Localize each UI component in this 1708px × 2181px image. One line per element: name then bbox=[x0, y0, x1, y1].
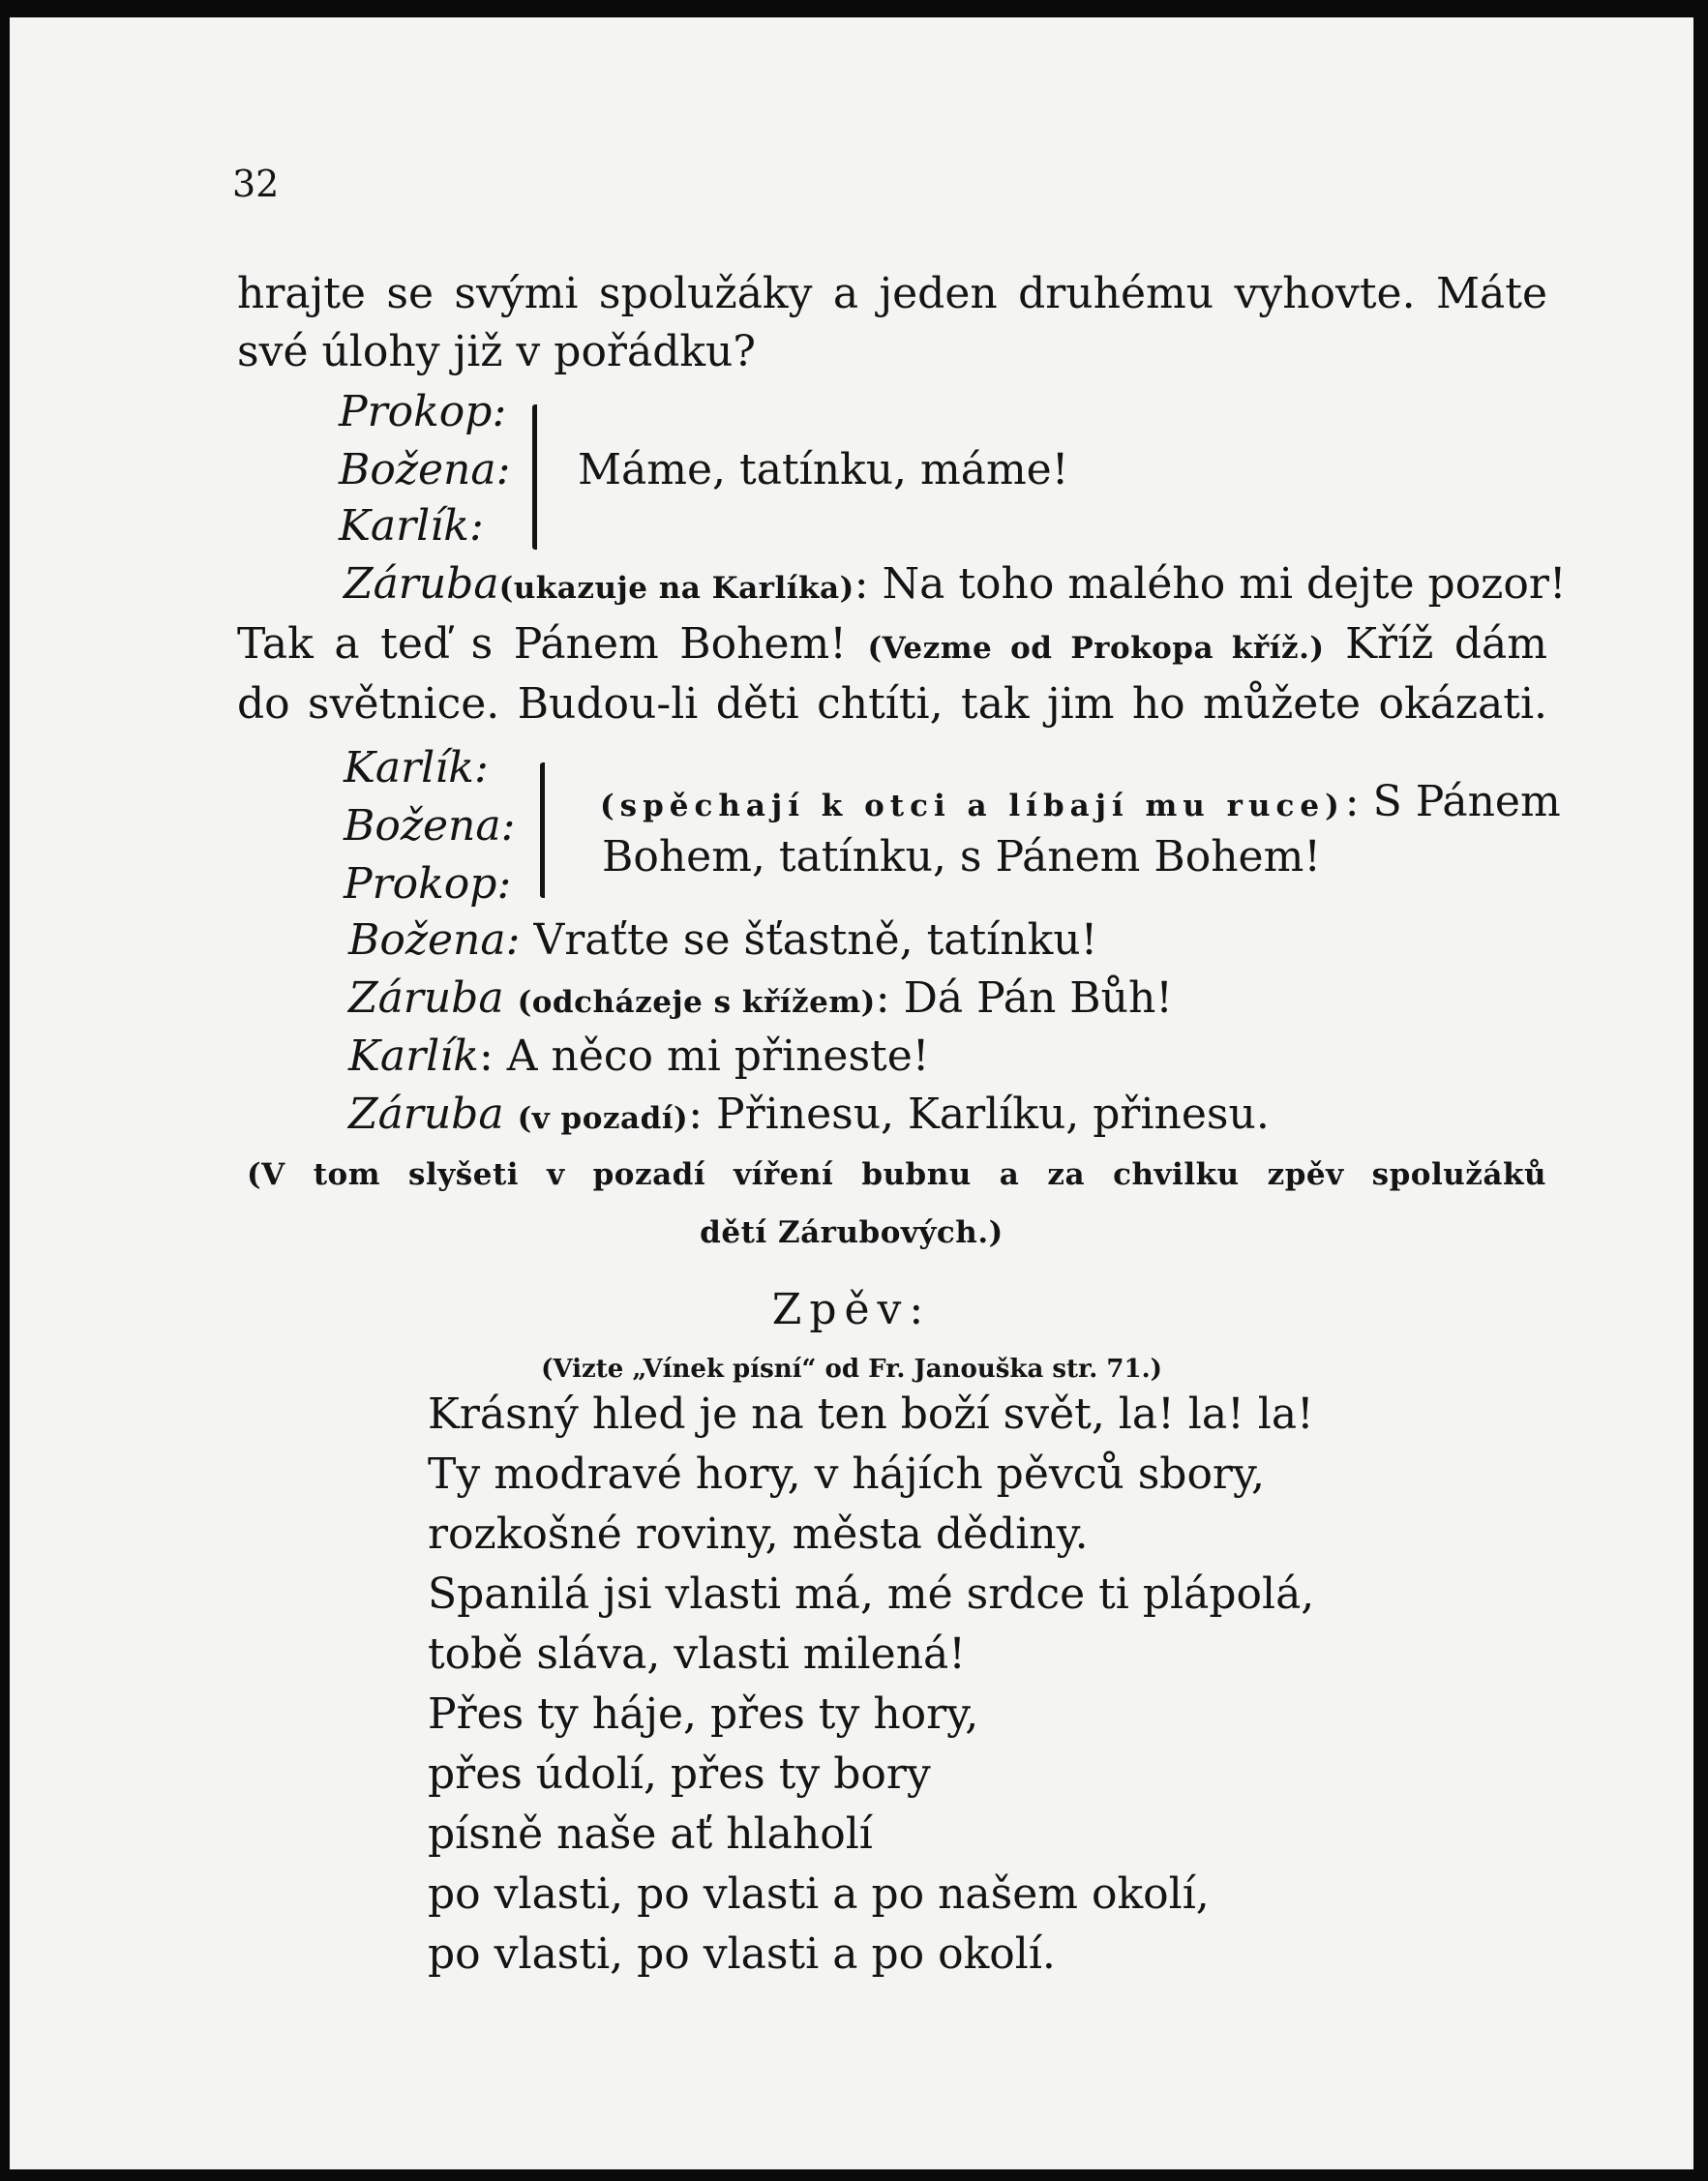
speech-text: Máme, tatínku, máme! bbox=[578, 445, 1069, 494]
text-line: hrajte se svými spolužáky a jeden druhému vyhovte. Máte bbox=[237, 269, 1547, 318]
page-number: 32 bbox=[232, 163, 280, 205]
speech-text: : Na toho malého mi dejte pozor! bbox=[854, 559, 1567, 609]
dialogue-line bbox=[348, 915, 1097, 965]
song-reference: (Vizte „Vínek písní“ od Fr. Janouška str. 71.) bbox=[541, 1355, 1162, 1384]
stage-direction: (ukazuje na Karlíka) bbox=[498, 571, 854, 606]
speaker-name: Božena: bbox=[339, 445, 511, 494]
song-line: Ty modravé hory, v hájích pěvců sbory, bbox=[428, 1449, 1265, 1499]
dialogue-line bbox=[348, 1090, 1270, 1139]
song-line: po vlasti, po vlasti a po našem okolí, bbox=[428, 1869, 1210, 1919]
stage-note: dětí Zárubových.) bbox=[700, 1215, 1004, 1250]
dialogue-line bbox=[348, 1031, 929, 1081]
speaker-name: Karlík bbox=[348, 1031, 479, 1081]
curly-brace bbox=[540, 762, 554, 898]
song-line: rozkošné roviny, města dědiny. bbox=[428, 1509, 1089, 1559]
speech-text: Bohem, tatínku, s Pánem Bohem! bbox=[602, 832, 1321, 881]
speech-text: Kříž dám bbox=[1345, 619, 1547, 669]
speech-text: : S Pánem bbox=[1344, 777, 1561, 826]
song-line: Krásný hled je na ten boží svět, la! la! la! bbox=[428, 1389, 1314, 1439]
song-line: písně naše ať hlaholí bbox=[428, 1809, 873, 1859]
speaker-name: Karlík: bbox=[344, 743, 489, 792]
stage-note: (V tom slyšeti v pozadí víření bubnu a za chvilku zpěv spolužáků bbox=[247, 1157, 1546, 1192]
dialogue-line bbox=[344, 559, 1567, 609]
song-line: tobě sláva, vlasti milená! bbox=[428, 1629, 966, 1679]
song-line: Přes ty háje, přes ty hory, bbox=[428, 1689, 979, 1739]
speech-text: : A něco mi přineste! bbox=[478, 1031, 930, 1081]
text-line: do světnice. Budou-li děti chtíti, tak jim ho můžete okázati. bbox=[237, 679, 1547, 729]
speaker-name: Prokop: bbox=[339, 387, 507, 436]
speech-text: Tak a teď s Pánem Bohem! bbox=[237, 619, 847, 669]
speaker-name: Záruba bbox=[348, 1090, 504, 1139]
text-line bbox=[237, 619, 1547, 669]
text-line: své úlohy již v pořádku? bbox=[237, 327, 756, 376]
song-title: Zpěv: bbox=[771, 1285, 932, 1334]
stage-direction: (odcházeje s křížem) bbox=[517, 985, 876, 1020]
speaker-name: Záruba bbox=[348, 973, 504, 1023]
speaker-name: Záruba bbox=[344, 559, 499, 609]
speech-line bbox=[600, 777, 1561, 826]
speaker-name: Karlík: bbox=[339, 501, 484, 551]
stage-direction: (v pozadí) bbox=[517, 1101, 689, 1136]
speech-text: : Dá Pán Bůh! bbox=[875, 973, 1173, 1023]
stage-direction: (spěchají k otci a líbají mu ruce) bbox=[600, 789, 1345, 823]
curly-brace bbox=[532, 404, 547, 550]
song-line: Spanilá jsi vlasti má, mé srdce ti plápolá, bbox=[428, 1569, 1315, 1619]
song-line: po vlasti, po vlasti a po okolí. bbox=[428, 1929, 1056, 1979]
song-line: přes údolí, přes ty bory bbox=[428, 1749, 931, 1799]
speech-text: : Přinesu, Karlíku, přinesu. bbox=[688, 1090, 1270, 1139]
speech-text: Vraťte se šťastně, tatínku! bbox=[533, 915, 1098, 965]
book-page bbox=[10, 17, 1693, 2169]
speaker-name: Božena: bbox=[344, 801, 516, 851]
speaker-name: Prokop: bbox=[344, 859, 512, 909]
speaker-name: Božena: bbox=[348, 915, 521, 965]
stage-direction: (Vezme od Prokopa kříž.) bbox=[867, 631, 1325, 666]
dialogue-line bbox=[348, 973, 1173, 1023]
